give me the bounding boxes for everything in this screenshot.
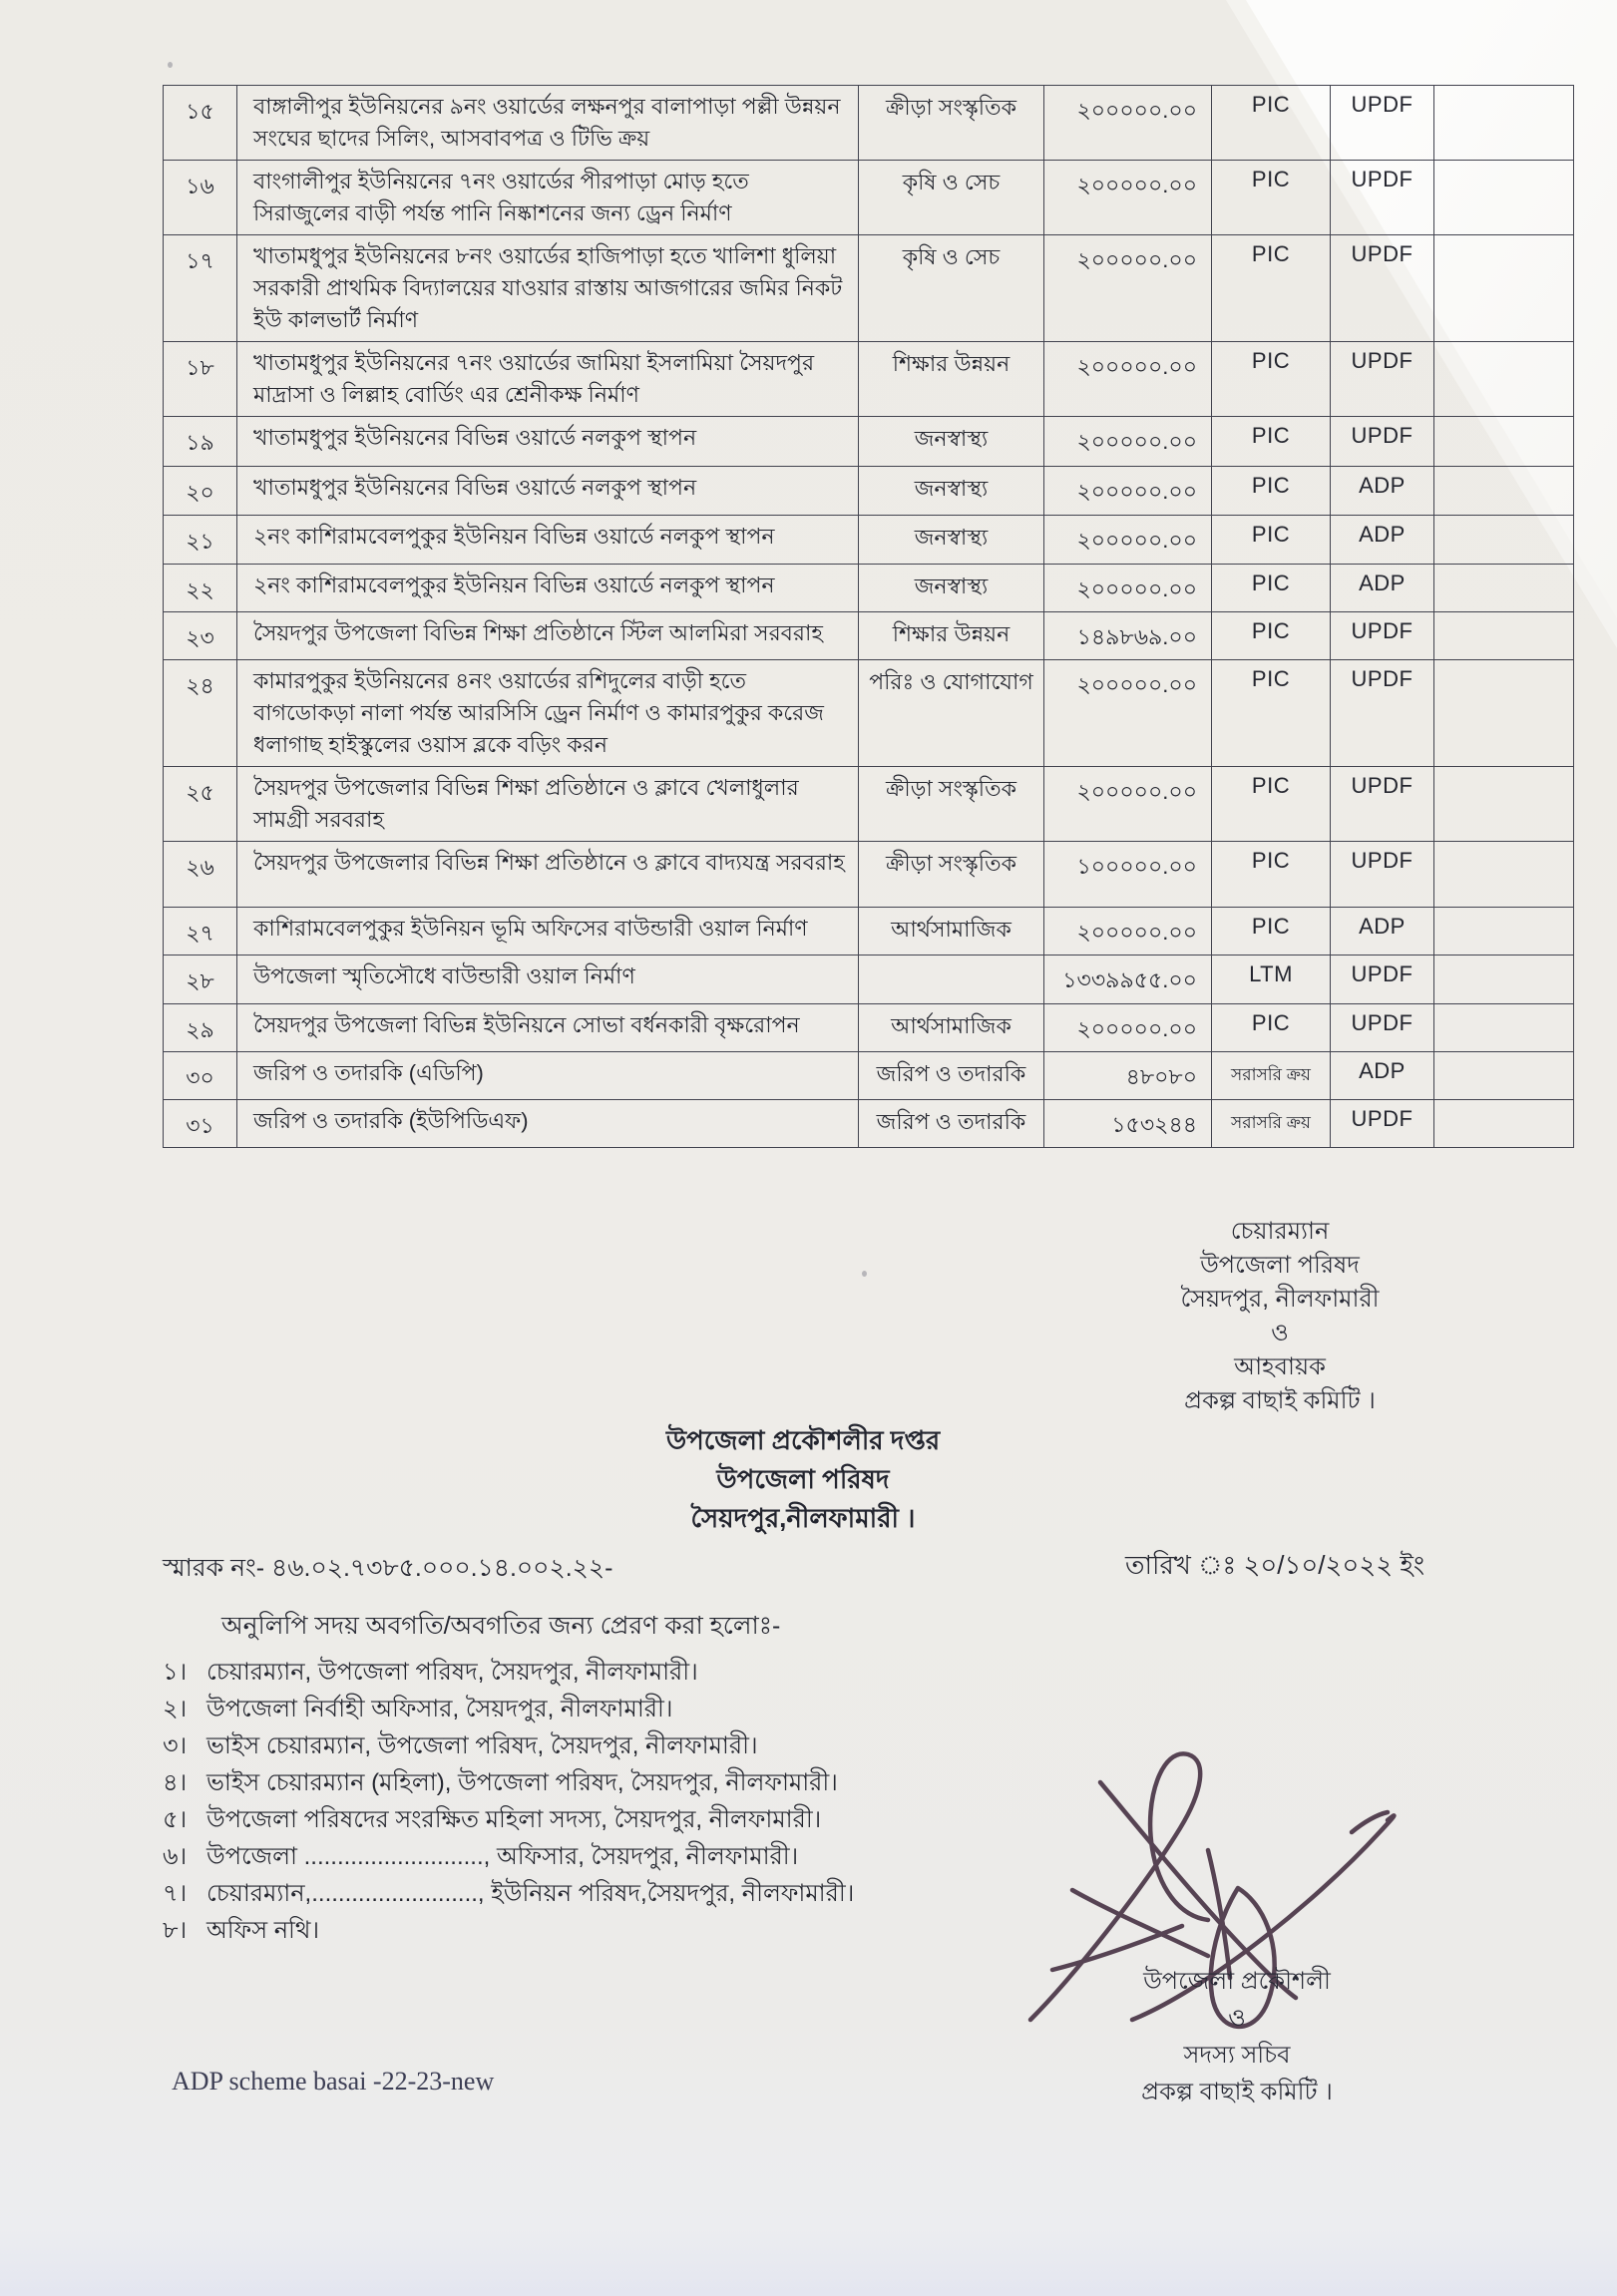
row-description: কামারপুকুর ইউনিয়নের ৪নং ওয়ার্ডের রশিদুলের বাড়ী হতে বাগডোকড়া নালা পর্যন্ত আরসিসি ড্রেন নির্মাণ ও কামারপুকুর করেজ ধলাগাছ হাইস্কুলের ওয়াস ব্লকে বড়িং করন — [237, 660, 859, 767]
row-category — [859, 956, 1044, 1004]
row-fund: UPDF — [1331, 660, 1434, 767]
row-extra-empty — [1434, 417, 1574, 467]
row-amount: ২০০০০০.০০ — [1044, 908, 1212, 956]
row-description: বাংগালীপুর ইউনিয়নের ৭নং ওয়ার্ডের পীরপাড়া মোড় হতে সিরাজুলের বাড়ী পর্যন্ত পানি নিষ্কাশনের জন্য ড্রেন নির্মাণ — [237, 161, 859, 235]
row-amount: ২০০০০০.০০ — [1044, 467, 1212, 516]
row-description: সৈয়দপুর উপজেলার বিভিন্ন শিক্ষা প্রতিষ্ঠানে ও ক্লাবে বাদ্যযন্ত্র সরবরাহ — [237, 842, 859, 908]
distribution-list — [163, 1654, 1060, 1949]
distribution-item-serial: ৭। — [163, 1880, 188, 1907]
table-row — [164, 1052, 1574, 1100]
row-fund: UPDF — [1331, 612, 1434, 660]
row-procurement: PIC — [1212, 516, 1331, 565]
row-procurement: PIC — [1212, 86, 1331, 161]
office-line: উপজেলা প্রকৌশলীর দপ্তর — [665, 1425, 941, 1455]
row-amount: ১৪৯৮৬৯.০০ — [1044, 612, 1212, 660]
distribution-item — [163, 1691, 1060, 1727]
row-fund: ADP — [1331, 565, 1434, 612]
distribution-item — [163, 1801, 1060, 1838]
signature-line: প্রকল্প বাছাই কমিটি । — [1141, 2079, 1333, 2105]
row-description: ২নং কাশিরামবেলপুকুর ইউনিয়ন বিভিন্ন ওয়ার্ডে নলকুপ স্থাপন — [237, 565, 859, 612]
table-row — [164, 660, 1574, 767]
row-amount: ২০০০০০.০০ — [1044, 767, 1212, 842]
row-serial: ১৯ — [164, 417, 237, 467]
row-fund: ADP — [1331, 516, 1434, 565]
row-amount: ২০০০০০.০০ — [1044, 1004, 1212, 1052]
row-extra-empty — [1434, 342, 1574, 417]
row-fund: UPDF — [1331, 1100, 1434, 1148]
row-category: ক্রীড়া সংস্কৃতিক — [859, 86, 1044, 161]
row-serial: ১৫ — [164, 86, 237, 161]
table-row — [164, 908, 1574, 956]
row-serial: ২৮ — [164, 956, 237, 1004]
row-description: সৈয়দপুর উপজেলা বিভিন্ন ইউনিয়নে সোভা বর্ধনকারী বৃক্ষরোপন — [237, 1004, 859, 1052]
distribution-item-serial: ৫। — [163, 1806, 188, 1833]
row-category: জনস্বাস্থ্য — [859, 417, 1044, 467]
table-row — [164, 161, 1574, 235]
signature-line: সদস্য সচিব — [1183, 2042, 1291, 2069]
row-description: জরিপ ও তদারকি (এডিপি) — [237, 1052, 859, 1100]
row-extra-empty — [1434, 1004, 1574, 1052]
row-description: খাতামধুপুর ইউনিয়নের বিভিন্ন ওয়ার্ডে নলকুপ স্থাপন — [237, 417, 859, 467]
scan-speck — [862, 1271, 867, 1277]
row-description: খাতামধুপুর ইউনিয়নের ৮নং ওয়ার্ডের হাজিপাড়া হতে খালিশা ধুলিয়া সরকারী প্রাথমিক বিদ্যালয়ের যাওয়ার রাস্তায় আজগারের জমির নিকট ইউ কালভার্ট নির্মাণ — [237, 235, 859, 342]
row-procurement: LTM — [1212, 956, 1331, 1004]
row-serial: ১৮ — [164, 342, 237, 417]
row-serial: ৩০ — [164, 1052, 237, 1100]
row-amount: ২০০০০০.০০ — [1044, 235, 1212, 342]
distribution-item-serial: ৪। — [163, 1769, 188, 1796]
row-fund: UPDF — [1331, 417, 1434, 467]
row-amount: ২০০০০০.০০ — [1044, 161, 1212, 235]
row-description: জরিপ ও তদারকি (ইউপিডিএফ) — [237, 1100, 859, 1148]
row-category: আর্থসামাজিক — [859, 908, 1044, 956]
row-fund: UPDF — [1331, 767, 1434, 842]
table-row — [164, 417, 1574, 467]
row-procurement: PIC — [1212, 612, 1331, 660]
row-extra-empty — [1434, 956, 1574, 1004]
row-procurement: PIC — [1212, 161, 1331, 235]
row-serial: ৩১ — [164, 1100, 237, 1148]
distribution-item — [163, 1912, 1060, 1949]
row-serial: ২২ — [164, 565, 237, 612]
signatory-line: চেয়ারম্যান — [1230, 1218, 1330, 1245]
row-amount: ২০০০০০.০০ — [1044, 417, 1212, 467]
row-procurement: PIC — [1212, 417, 1331, 467]
distribution-item — [163, 1654, 1060, 1691]
row-extra-empty — [1434, 612, 1574, 660]
row-serial: ২৭ — [164, 908, 237, 956]
distribution-item-text: চেয়ারম্যান, উপজেলা পরিষদ, সৈয়দপুর, নীলফামারী। — [206, 1659, 698, 1686]
row-fund: UPDF — [1331, 161, 1434, 235]
scan-bottom-shade — [0, 2226, 1617, 2296]
row-fund: UPDF — [1331, 342, 1434, 417]
row-description: সৈয়দপুর উপজেলা বিভিন্ন শিক্ষা প্রতিষ্ঠানে স্টিল আলমিরা সরবরাহ — [237, 612, 859, 660]
row-serial: ২৫ — [164, 767, 237, 842]
row-category: কৃষি ও সেচ — [859, 235, 1044, 342]
row-extra-empty — [1434, 161, 1574, 235]
distribution-item-serial: ৬। — [163, 1843, 188, 1870]
row-serial: ২৬ — [164, 842, 237, 908]
row-fund: ADP — [1331, 1052, 1434, 1100]
memo-number: স্মারক নং- ৪৬.০২.৭৩৮৫.০০০.১৪.০০২.২২- — [163, 1554, 613, 1582]
distribution-item-serial: ৩। — [163, 1732, 188, 1759]
row-procurement: PIC — [1212, 235, 1331, 342]
row-amount: ২০০০০০.০০ — [1044, 516, 1212, 565]
row-serial: ২৯ — [164, 1004, 237, 1052]
table-row — [164, 1100, 1574, 1148]
row-extra-empty — [1434, 467, 1574, 516]
row-category: শিক্ষার উন্নয়ন — [859, 342, 1044, 417]
row-extra-empty — [1434, 842, 1574, 908]
row-fund: ADP — [1331, 908, 1434, 956]
office-line: উপজেলা পরিষদ — [716, 1464, 890, 1494]
distribution-item — [163, 1727, 1060, 1764]
distribution-item-serial: ৮। — [163, 1917, 188, 1944]
row-procurement: PIC — [1212, 565, 1331, 612]
row-serial: ২৪ — [164, 660, 237, 767]
row-serial: ২১ — [164, 516, 237, 565]
row-procurement: PIC — [1212, 767, 1331, 842]
row-procurement: PIC — [1212, 842, 1331, 908]
table-row — [164, 842, 1574, 908]
engineer-signature-block — [1052, 1963, 1421, 2110]
row-amount: ২০০০০০.০০ — [1044, 565, 1212, 612]
row-amount: ১০০০০০.০০ — [1044, 842, 1212, 908]
row-amount: ২০০০০০.০০ — [1044, 342, 1212, 417]
row-description: কাশিরামবেলপুকুর ইউনিয়ন ভূমি অফিসের বাউন্ডারী ওয়াল নির্মাণ — [237, 908, 859, 956]
signatory-line: সৈয়দপুর, নীলফামারী — [1180, 1286, 1380, 1313]
signatory-line: উপজেলা পরিষদ — [1200, 1252, 1360, 1279]
row-category: জনস্বাস্থ্য — [859, 516, 1044, 565]
row-extra-empty — [1434, 86, 1574, 161]
row-description: উপজেলা স্মৃতিসৌধে বাউন্ডারী ওয়াল নির্মাণ — [237, 956, 859, 1004]
row-description: ২নং কাশিরামবেলপুকুর ইউনিয়ন বিভিন্ন ওয়ার্ডে নলকুপ স্থাপন — [237, 516, 859, 565]
row-extra-empty — [1434, 565, 1574, 612]
table-row — [164, 342, 1574, 417]
table-row — [164, 565, 1574, 612]
chairman-signatory-block — [1080, 1215, 1479, 1418]
distribution-item — [163, 1764, 1060, 1801]
distribution-item-text: অফিস নথি। — [206, 1917, 320, 1944]
row-procurement: PIC — [1212, 1004, 1331, 1052]
row-fund: UPDF — [1331, 1004, 1434, 1052]
signature-line: উপজেলা প্রকৌশলী — [1143, 1968, 1331, 1995]
row-fund: UPDF — [1331, 842, 1434, 908]
adp-scheme-table — [163, 85, 1574, 1148]
row-serial: ২০ — [164, 467, 237, 516]
row-extra-empty — [1434, 1052, 1574, 1100]
table-row — [164, 467, 1574, 516]
row-fund: UPDF — [1331, 956, 1434, 1004]
row-procurement: PIC — [1212, 467, 1331, 516]
row-extra-empty — [1434, 235, 1574, 342]
distribution-item-text: উপজেলা ..........................., অফিসার, সৈয়দপুর, নীলফামারী। — [206, 1843, 799, 1870]
distribution-item-serial: ২। — [163, 1696, 188, 1722]
row-extra-empty — [1434, 908, 1574, 956]
distribution-item — [163, 1875, 1060, 1912]
row-procurement: সরাসরি ক্রয় — [1212, 1100, 1331, 1148]
office-line: সৈয়দপুর,নীলফামারী । — [690, 1503, 916, 1533]
table-body — [164, 86, 1574, 1148]
distribution-item-serial: ১। — [163, 1659, 188, 1686]
row-serial: ১৬ — [164, 161, 237, 235]
signatory-line: প্রকল্প বাছাই কমিটি । — [1184, 1387, 1376, 1414]
row-description: খাতামধুপুর ইউনিয়নের ৭নং ওয়ার্ডের জামিয়া ইসলামিয়া সৈয়দপুর মাদ্রাসা ও লিল্লাহ বোর্ডিং এর শ্রেনীকক্ষ নির্মাণ — [237, 342, 859, 417]
signature-line: ও — [1228, 2005, 1246, 2032]
row-extra-empty — [1434, 767, 1574, 842]
row-procurement: PIC — [1212, 660, 1331, 767]
row-procurement: PIC — [1212, 908, 1331, 956]
signatory-line: আহবায়ক — [1234, 1353, 1326, 1380]
row-category: পরিঃ ও যোগাযোগ — [859, 660, 1044, 767]
row-category: ক্রীড়া সংস্কৃতিক — [859, 842, 1044, 908]
table-row — [164, 1004, 1574, 1052]
row-category: আর্থসামাজিক — [859, 1004, 1044, 1052]
distribution-item-text: ভাইস চেয়ারম্যান, উপজেলা পরিষদ, সৈয়দপুর, নীলফামারী। — [206, 1732, 758, 1759]
row-extra-empty — [1434, 1100, 1574, 1148]
document-footer-filename: ADP scheme basai -22-23-new — [172, 2067, 495, 2096]
row-amount: ২০০০০০.০০ — [1044, 660, 1212, 767]
row-description: বাঙ্গালীপুর ইউনিয়নের ৯নং ওয়ার্ডের লক্ষনপুর বালাপাড়া পল্লী উন্নয়ন সংঘের ছাদের সিলিং, আসবাবপত্র ও টিভি ক্রয় — [237, 86, 859, 161]
table-row — [164, 767, 1574, 842]
scan-speck — [168, 62, 173, 68]
row-amount: ১৫৩২৪৪ — [1044, 1100, 1212, 1148]
distribution-item-text: ভাইস চেয়ারম্যান (মহিলা), উপজেলা পরিষদ, সৈয়দপুর, নীলফামারী। — [206, 1769, 838, 1796]
row-category: কৃষি ও সেচ — [859, 161, 1044, 235]
row-amount: ২০০০০০.০০ — [1044, 86, 1212, 161]
row-category: শিক্ষার উন্নয়ন — [859, 612, 1044, 660]
row-category: জরিপ ও তদারকি — [859, 1052, 1044, 1100]
row-fund: UPDF — [1331, 235, 1434, 342]
table-row — [164, 516, 1574, 565]
distribution-item-text: চেয়ারম্যান,........................., ইউনিয়ন পরিষদ,সৈয়দপুর, নীলফামারী। — [206, 1880, 855, 1907]
engineer-office-block — [604, 1421, 1003, 1538]
row-amount: ১৩৩৯৯৫৫.০০ — [1044, 956, 1212, 1004]
row-extra-empty — [1434, 660, 1574, 767]
distribution-item-text: উপজেলা পরিষদের সংরক্ষিত মহিলা সদস্য, সৈয়দপুর, নীলফামারী। — [206, 1806, 822, 1833]
row-amount: ৪৮০৮০ — [1044, 1052, 1212, 1100]
row-category: ক্রীড়া সংস্কৃতিক — [859, 767, 1044, 842]
table-row — [164, 956, 1574, 1004]
table-row — [164, 86, 1574, 161]
row-category: জরিপ ও তদারকি — [859, 1100, 1044, 1148]
row-procurement: সরাসরি ক্রয় — [1212, 1052, 1331, 1100]
signatory-line: ও — [1271, 1320, 1289, 1346]
row-description: সৈয়দপুর উপজেলার বিভিন্ন শিক্ষা প্রতিষ্ঠানে ও ক্লাবে খেলাধুলার সামগ্রী সরবরাহ — [237, 767, 859, 842]
distribution-item-text: উপজেলা নির্বাহী অফিসার, সৈয়দপুর, নীলফামারী। — [206, 1696, 673, 1722]
row-fund: ADP — [1331, 467, 1434, 516]
row-description: খাতামধুপুর ইউনিয়নের বিভিন্ন ওয়ার্ডে নলকুপ স্থাপন — [237, 467, 859, 516]
row-extra-empty — [1434, 516, 1574, 565]
row-category: জনস্বাস্থ্য — [859, 565, 1044, 612]
row-serial: ২৩ — [164, 612, 237, 660]
memo-date: তারিখ ঃ ২০/১০/২০২২ ইং — [1125, 1550, 1425, 1580]
row-serial: ১৭ — [164, 235, 237, 342]
distribution-item — [163, 1838, 1060, 1875]
row-fund: UPDF — [1331, 86, 1434, 161]
distribution-heading: অনুলিপি সদয় অবগতি/অবগতির জন্য প্রেরণ করা হলোঃ- — [221, 1612, 781, 1640]
table-row — [164, 235, 1574, 342]
row-procurement: PIC — [1212, 342, 1331, 417]
table-row — [164, 612, 1574, 660]
row-category: জনস্বাস্থ্য — [859, 467, 1044, 516]
